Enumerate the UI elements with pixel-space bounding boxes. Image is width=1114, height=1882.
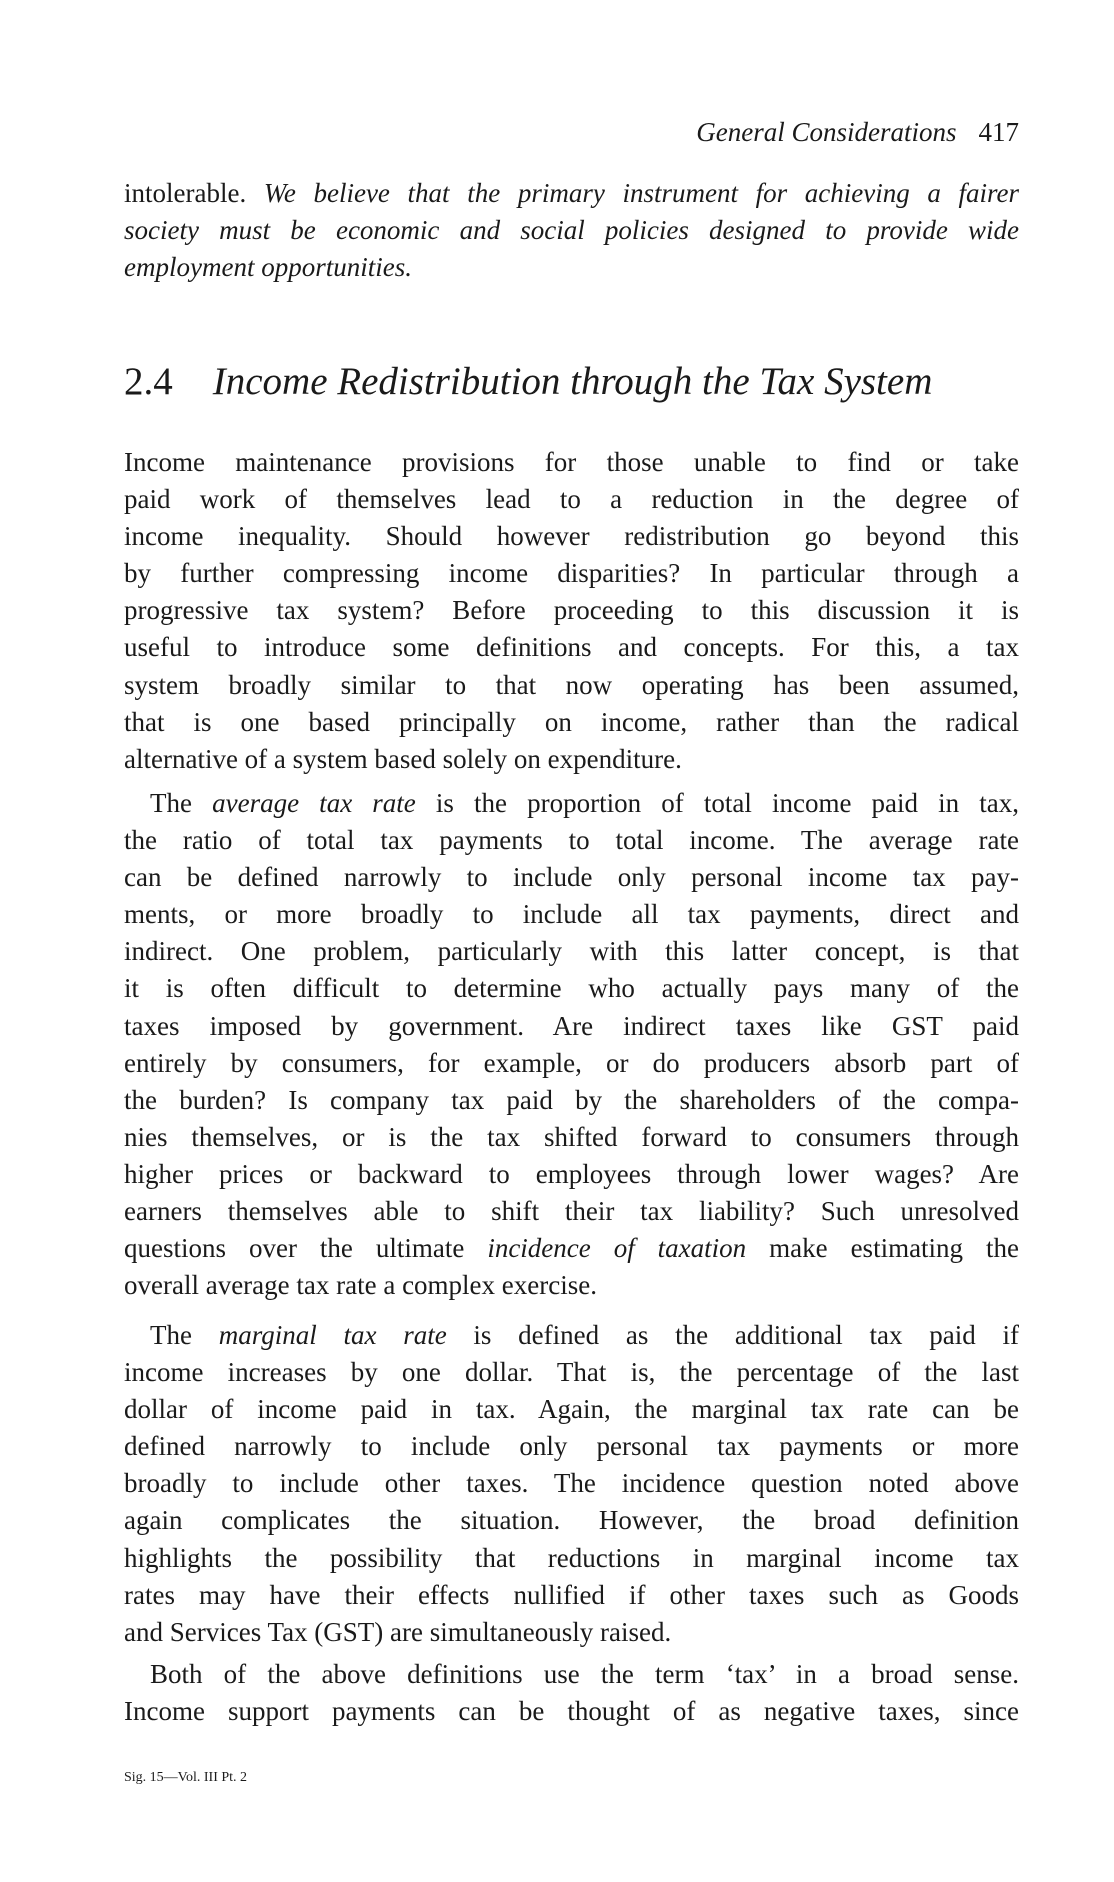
text-line [124, 667, 1019, 704]
text: system broadly similar to that now operating has been assumed, [124, 669, 1019, 700]
text-line [124, 1193, 1019, 1230]
text-line [124, 859, 1019, 896]
text-line [124, 1008, 1019, 1045]
text: alternative of a system based solely on expenditure. [124, 743, 682, 774]
text: intolerable. [124, 178, 264, 208]
text: dollar of income paid in tax. Again, the marginal tax rate can be [124, 1394, 1019, 1425]
section-title: Income Redistribution through the Tax System [212, 360, 933, 403]
text-line [124, 704, 1019, 741]
text: questions over the ultimate [124, 1233, 488, 1264]
text-line [124, 1614, 1019, 1651]
text: taxes imposed by government. Are indirect taxes like GST paid [124, 1010, 1019, 1041]
text-line [124, 741, 1019, 778]
paragraph-definitions [124, 1656, 1019, 1730]
text: overall average tax rate a complex exercise. [124, 1270, 597, 1301]
text: progressive tax system? Before proceeding to this discussion it is [124, 595, 1019, 626]
text: is the proportion of total income paid in tax, [415, 788, 1020, 818]
text-line [124, 1156, 1019, 1193]
text: that is one based principally on income, rather than the radical [124, 706, 1019, 737]
italic-text: incidence of taxation [487, 1233, 747, 1264]
text-line [124, 1082, 1019, 1119]
text-line [124, 1465, 1019, 1502]
text: rates may have their effects nullified if other taxes such as Goods [124, 1579, 1019, 1610]
text-line [124, 896, 1019, 933]
page-number: 417 [978, 117, 1019, 147]
text-line [124, 785, 1019, 822]
text: useful to introduce some definitions and concepts. For this, a tax [124, 632, 1019, 663]
text-line [124, 481, 1019, 518]
text-line [124, 1317, 1019, 1354]
text: Both of the above definitions use the term ‘tax’ in a broad sense. [150, 1659, 1019, 1689]
text: income inequality. Should however redistribution go beyond this [124, 521, 1019, 552]
paragraph-intro [124, 175, 1019, 286]
text: by further compressing income disparities? In particular through a [124, 558, 1019, 589]
text-line [124, 1045, 1019, 1082]
paragraph-income-maintenance [124, 444, 1019, 778]
paragraph-marginal-tax-rate [124, 1317, 1019, 1651]
text: paid work of themselves lead to a reduction in the degree of [124, 484, 1019, 515]
text-line [124, 444, 1019, 481]
text-line [124, 249, 1019, 286]
text: ments, or more broadly to include all tax payments, direct and [124, 899, 1019, 930]
text-line [124, 1656, 1019, 1693]
text: it is often difficult to determine who actually pays many of the [124, 973, 1019, 1004]
text-line [124, 933, 1019, 970]
text: The [150, 1320, 219, 1350]
text: entirely by consumers, for example, or do producers absorb part of [124, 1047, 1019, 1078]
italic-text: marginal tax rate [218, 1320, 447, 1350]
text: indirect. One problem, particularly with this latter concept, is that [124, 936, 1019, 967]
text-line [124, 1577, 1019, 1614]
text-line [124, 555, 1019, 592]
text-line [124, 212, 1019, 249]
text-line [124, 1428, 1019, 1465]
text: make estimating the [746, 1233, 1020, 1264]
italic-text: society must be economic and social policies designed to provide wide [124, 215, 1019, 246]
text-line [124, 629, 1019, 666]
section-number: 2.4 [124, 360, 173, 403]
running-header [124, 114, 1019, 151]
text-line [124, 822, 1019, 859]
text: is defined as the additional tax paid if [446, 1320, 1019, 1350]
italic-text: average tax rate [212, 788, 416, 818]
text: and Services Tax (GST) are simultaneously raised. [124, 1616, 672, 1647]
text-line [124, 1267, 1019, 1304]
text-line [124, 1693, 1019, 1730]
text: Income support payments can be thought of as negative taxes, since [124, 1696, 1019, 1727]
text: highlights the possibility that reductions in marginal income tax [124, 1542, 1019, 1573]
text: broadly to include other taxes. The incidence question noted above [124, 1468, 1019, 1499]
text: The [150, 788, 213, 818]
text: again complicates the situation. However, the broad definition [124, 1505, 1019, 1536]
text: the ratio of total tax payments to total income. The average rate [124, 825, 1019, 856]
text: defined narrowly to include only personal tax payments or more [124, 1431, 1019, 1462]
text: earners themselves able to shift their tax liability? Such unresolved [124, 1196, 1019, 1227]
section-heading [124, 360, 1024, 404]
text: Income maintenance provisions for those unable to find or take [124, 447, 1019, 477]
text-line [124, 175, 1019, 212]
text: nies themselves, or is the tax shifted forward to consumers through [124, 1121, 1019, 1152]
italic-text: employment opportunities. [124, 252, 412, 283]
italic-text: We believe that the primary instrument for achieving a fairer [263, 178, 1019, 208]
text-line [124, 592, 1019, 629]
text-line [124, 1119, 1019, 1156]
text-line [124, 1502, 1019, 1539]
running-title: General Considerations [696, 117, 957, 147]
text-line [124, 970, 1019, 1007]
text: income increases by one dollar. That is, the percentage of the last [124, 1357, 1019, 1388]
text-line [124, 1540, 1019, 1577]
text-line [124, 1230, 1019, 1267]
text: can be defined narrowly to include only personal income tax pay- [124, 862, 1019, 893]
text: higher prices or backward to employees through lower wages? Are [124, 1158, 1019, 1189]
signature-mark: Sig. 15—Vol. III Pt. 2 [124, 1770, 248, 1785]
text-line [124, 1354, 1019, 1391]
text: the burden? Is company tax paid by the shareholders of the compa- [124, 1084, 1019, 1115]
text-line [124, 1391, 1019, 1428]
paragraph-average-tax-rate [124, 785, 1019, 1304]
text-line [124, 518, 1019, 555]
